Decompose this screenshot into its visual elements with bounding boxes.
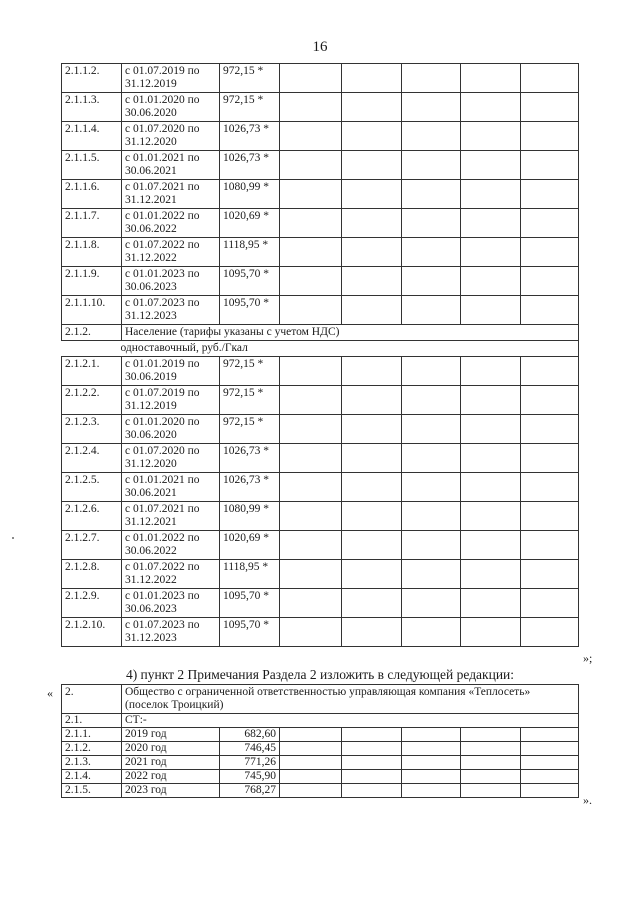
empty-cell [461, 122, 521, 151]
empty-cell [280, 531, 342, 560]
empty-cell [342, 180, 402, 209]
row-num: 2.1.1.5. [62, 151, 122, 180]
row-value: 972,15 * [220, 93, 280, 122]
row-value: 746,45 [220, 742, 280, 756]
row-value: 745,90 [220, 770, 280, 784]
empty-cell [521, 386, 579, 415]
row-num: 2.1.1.7. [62, 209, 122, 238]
empty-cell [521, 93, 579, 122]
empty-cell [402, 151, 461, 180]
empty-cell [461, 502, 521, 531]
closing-quote-1: »; [583, 651, 593, 665]
table-row [62, 742, 579, 756]
row-period: с 01.01.2022 по 30.06.2022 [122, 531, 220, 560]
row-num: 2.1.4. [62, 770, 122, 784]
empty-cell [461, 784, 521, 798]
table-row [62, 560, 579, 589]
empty-cell [342, 560, 402, 589]
table-row [62, 93, 579, 122]
row-period: с 01.07.2023 по 31.12.2023 [122, 618, 220, 647]
row-num: 2.1.2.1. [62, 357, 122, 386]
empty-cell [461, 560, 521, 589]
empty-cell [461, 756, 521, 770]
empty-cell [280, 386, 342, 415]
table-row [62, 180, 579, 209]
row-year: 2022 год [122, 770, 220, 784]
row-value: 1020,69 * [220, 531, 280, 560]
table-row [62, 618, 579, 647]
empty-cell [402, 93, 461, 122]
empty-cell [402, 728, 461, 742]
row-period: с 01.01.2021 по 30.06.2021 [122, 473, 220, 502]
empty-cell [402, 415, 461, 444]
row-num: 2.1.2.10. [62, 618, 122, 647]
row-value: 1026,73 * [220, 151, 280, 180]
table-row [62, 64, 579, 93]
row-period: с 01.07.2022 по 31.12.2022 [122, 238, 220, 267]
empty-cell [521, 267, 579, 296]
row-num: 2.1.2. [62, 742, 122, 756]
row-value: 1118,95 * [220, 238, 280, 267]
empty-cell [521, 742, 579, 756]
empty-cell [521, 589, 579, 618]
row-year: 2020 год [122, 742, 220, 756]
empty-cell [521, 209, 579, 238]
empty-cell [280, 296, 342, 325]
empty-cell [280, 784, 342, 798]
empty-cell [461, 296, 521, 325]
empty-cell [280, 560, 342, 589]
row-num: 2.1.1.10. [62, 296, 122, 325]
empty-cell [521, 473, 579, 502]
empty-cell [342, 296, 402, 325]
row-year: 2021 год [122, 756, 220, 770]
section-num: 2.1.2. [62, 325, 122, 341]
empty-cell [461, 589, 521, 618]
row-value: 1118,95 * [220, 560, 280, 589]
empty-cell [402, 473, 461, 502]
empty-cell [342, 386, 402, 415]
empty-cell [521, 560, 579, 589]
row-num: 2.1.2.3. [62, 415, 122, 444]
empty-cell [521, 296, 579, 325]
empty-cell [461, 531, 521, 560]
row-value: 1080,99 * [220, 502, 280, 531]
empty-cell [402, 618, 461, 647]
row-value: 972,15 * [220, 415, 280, 444]
row-period: с 01.07.2020 по 31.12.2020 [122, 122, 220, 151]
row-num: 2.1.1.6. [62, 180, 122, 209]
empty-cell [342, 357, 402, 386]
empty-cell [280, 589, 342, 618]
table-row [62, 238, 579, 267]
empty-cell [342, 589, 402, 618]
empty-cell [521, 151, 579, 180]
empty-cell [402, 784, 461, 798]
sub-row [62, 714, 579, 728]
empty-cell [461, 180, 521, 209]
empty-cell [402, 180, 461, 209]
empty-cell [461, 267, 521, 296]
row-num: 2.1.3. [62, 756, 122, 770]
empty-cell [402, 560, 461, 589]
empty-cell [280, 238, 342, 267]
row-num: 2.1.5. [62, 784, 122, 798]
empty-cell [402, 357, 461, 386]
row-num: 2.1.2.4. [62, 444, 122, 473]
table-row [62, 267, 579, 296]
empty-cell [521, 728, 579, 742]
empty-cell [402, 386, 461, 415]
table-row [62, 151, 579, 180]
table-row [62, 357, 579, 386]
row-value: 1095,70 * [220, 267, 280, 296]
row-value: 972,15 * [220, 357, 280, 386]
empty-cell [280, 267, 342, 296]
empty-cell [402, 296, 461, 325]
table-row [62, 296, 579, 325]
organization-table [61, 684, 579, 798]
empty-cell [342, 784, 402, 798]
empty-cell [521, 444, 579, 473]
row-num: 2.1.1.2. [62, 64, 122, 93]
row-period: с 01.01.2023 по 30.06.2023 [122, 267, 220, 296]
row-value: 1020,69 * [220, 209, 280, 238]
row-period: с 01.07.2020 по 31.12.2020 [122, 444, 220, 473]
row-period: с 01.07.2021 по 31.12.2021 [122, 502, 220, 531]
row-period: с 01.01.2019 по 30.06.2019 [122, 357, 220, 386]
empty-cell [461, 93, 521, 122]
empty-cell [402, 444, 461, 473]
section-title: Население (тарифы указаны с учетом НДС) [122, 325, 579, 341]
org-row [62, 685, 579, 714]
empty-cell [280, 742, 342, 756]
empty-cell [461, 618, 521, 647]
empty-cell [402, 267, 461, 296]
empty-cell [402, 742, 461, 756]
empty-cell [521, 756, 579, 770]
sub-num: 2.1. [62, 714, 122, 728]
row-period: с 01.07.2023 по 31.12.2023 [122, 296, 220, 325]
row-period: с 01.01.2020 по 30.06.2020 [122, 415, 220, 444]
row-value: 768,27 [220, 784, 280, 798]
empty-cell [342, 93, 402, 122]
empty-cell [342, 618, 402, 647]
empty-cell [461, 742, 521, 756]
table-row [62, 502, 579, 531]
row-period: с 01.01.2022 по 30.06.2022 [122, 209, 220, 238]
row-value: 1026,73 * [220, 122, 280, 151]
row-value: 1095,70 * [220, 296, 280, 325]
table-row [62, 784, 579, 798]
row-num: 2.1.1.8. [62, 238, 122, 267]
table-row [62, 122, 579, 151]
row-num: 2.1.1.3. [62, 93, 122, 122]
empty-cell [280, 502, 342, 531]
table-row [62, 415, 579, 444]
empty-cell [342, 728, 402, 742]
table-row [62, 756, 579, 770]
empty-cell [280, 93, 342, 122]
empty-cell [521, 618, 579, 647]
row-period: с 01.07.2019 по 31.12.2019 [122, 64, 220, 93]
row-value: 1080,99 * [220, 180, 280, 209]
empty-cell [280, 728, 342, 742]
table-row [62, 444, 579, 473]
row-value: 682,60 [220, 728, 280, 742]
empty-cell [461, 728, 521, 742]
empty-cell [402, 122, 461, 151]
row-value: 1095,70 * [220, 589, 280, 618]
empty-cell [521, 238, 579, 267]
empty-cell [402, 770, 461, 784]
opening-quote: « [47, 686, 53, 700]
empty-cell [342, 502, 402, 531]
empty-cell [402, 502, 461, 531]
table-row [62, 728, 579, 742]
empty-cell [342, 238, 402, 267]
row-value: 1095,70 * [220, 618, 280, 647]
empty-cell [461, 209, 521, 238]
empty-cell [342, 151, 402, 180]
scan-speck [12, 537, 14, 539]
empty-cell [280, 151, 342, 180]
empty-cell [402, 531, 461, 560]
sub-label: СТ:- [122, 714, 579, 728]
empty-cell [461, 238, 521, 267]
empty-cell [521, 784, 579, 798]
row-value: 972,15 * [220, 386, 280, 415]
empty-cell [521, 180, 579, 209]
row-value: 972,15 * [220, 64, 280, 93]
empty-cell [521, 770, 579, 784]
section-subtitle-row [62, 341, 579, 357]
row-num: 2.1.2.9. [62, 589, 122, 618]
org-name: Общество с ограниченной ответственностью управляющая компания «Теплосеть» (поселок Троицкий) [122, 685, 579, 714]
empty-cell [342, 267, 402, 296]
empty-cell [342, 531, 402, 560]
empty-cell [461, 357, 521, 386]
row-period: с 01.07.2022 по 31.12.2022 [122, 560, 220, 589]
empty-cell [521, 357, 579, 386]
empty-cell [280, 357, 342, 386]
empty-cell [342, 415, 402, 444]
row-value: 1026,73 * [220, 473, 280, 502]
table-row [62, 386, 579, 415]
empty-cell [280, 618, 342, 647]
row-num: 2.1.2.6. [62, 502, 122, 531]
empty-cell [342, 444, 402, 473]
row-period: с 01.01.2020 по 30.06.2020 [122, 93, 220, 122]
empty-cell [342, 770, 402, 784]
empty-cell [521, 415, 579, 444]
empty-cell [280, 415, 342, 444]
empty-cell [461, 770, 521, 784]
empty-cell [280, 756, 342, 770]
row-num: 2.1.2.2. [62, 386, 122, 415]
empty-cell [280, 444, 342, 473]
section-row [62, 325, 579, 341]
empty-cell [461, 64, 521, 93]
empty-cell [280, 473, 342, 502]
table-row [62, 531, 579, 560]
empty-cell [461, 444, 521, 473]
empty-cell [342, 122, 402, 151]
row-num: 2.1.1. [62, 728, 122, 742]
row-period: с 01.07.2019 по 31.12.2019 [122, 386, 220, 415]
empty-cell [461, 151, 521, 180]
row-value: 1026,73 * [220, 444, 280, 473]
row-num: 2.1.1.9. [62, 267, 122, 296]
empty-cell [461, 415, 521, 444]
org-num: 2. [62, 685, 122, 714]
section-subtitle: одноставочный, руб./Гкал [62, 341, 579, 357]
page-number: 16 [312, 39, 328, 55]
empty-cell [521, 502, 579, 531]
empty-cell [280, 64, 342, 93]
row-period: с 01.01.2023 по 30.06.2023 [122, 589, 220, 618]
empty-cell [461, 386, 521, 415]
row-num: 2.1.2.8. [62, 560, 122, 589]
empty-cell [342, 209, 402, 238]
empty-cell [342, 756, 402, 770]
row-period: с 01.01.2021 по 30.06.2021 [122, 151, 220, 180]
empty-cell [280, 122, 342, 151]
table-row [62, 473, 579, 502]
row-num: 2.1.1.4. [62, 122, 122, 151]
row-year: 2019 год [122, 728, 220, 742]
empty-cell [402, 756, 461, 770]
empty-cell [521, 64, 579, 93]
table-row [62, 589, 579, 618]
row-year: 2023 год [122, 784, 220, 798]
empty-cell [342, 473, 402, 502]
empty-cell [402, 64, 461, 93]
row-value: 771,26 [220, 756, 280, 770]
amendment-heading: 4) пункт 2 Примечания Раздела 2 изложить в следующей редакции: [125, 667, 515, 682]
closing-quote-2: ». [583, 793, 592, 807]
empty-cell [280, 180, 342, 209]
empty-cell [280, 209, 342, 238]
row-num: 2.1.2.5. [62, 473, 122, 502]
table-row [62, 770, 579, 784]
empty-cell [402, 589, 461, 618]
empty-cell [280, 770, 342, 784]
empty-cell [342, 742, 402, 756]
empty-cell [521, 122, 579, 151]
empty-cell [342, 64, 402, 93]
table-row [62, 209, 579, 238]
empty-cell [402, 209, 461, 238]
row-period: с 01.07.2021 по 31.12.2021 [122, 180, 220, 209]
row-num: 2.1.2.7. [62, 531, 122, 560]
empty-cell [521, 531, 579, 560]
empty-cell [402, 238, 461, 267]
empty-cell [461, 473, 521, 502]
tariff-table [61, 63, 579, 647]
